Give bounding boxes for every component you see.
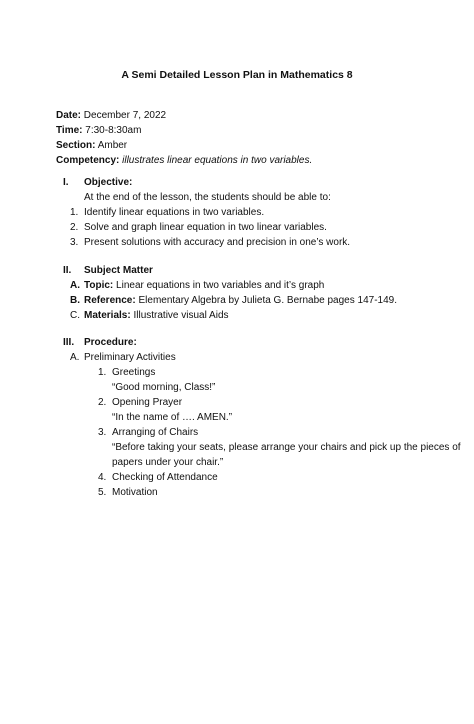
subject-item-label: Reference:	[84, 295, 136, 306]
subject-item-text: Linear equations in two variables and it’s graph	[116, 280, 325, 291]
procedure-numeral: III.	[63, 337, 75, 348]
subject-matter-numeral: II.	[63, 265, 72, 276]
procedure-item-text: Motivation	[112, 487, 158, 498]
section-value: Amber	[97, 140, 128, 151]
date-value: December 7, 2022	[83, 110, 167, 121]
procedure-item-detail: “Before taking your seats, please arrange your chairs and pick up the pieces of	[112, 442, 461, 453]
procedure-sub-letter: A.	[70, 352, 80, 363]
time-value: 7:30-8:30am	[85, 125, 142, 136]
subject-item-reference	[84, 295, 397, 306]
time-label: Time:	[56, 125, 83, 136]
procedure-item-detail: papers under your chair.”	[112, 457, 224, 468]
objective-item-text: Present solutions with accuracy and precision in one’s work.	[84, 237, 351, 248]
procedure-item-text: Arranging of Chairs	[112, 427, 199, 438]
section-label: Section:	[56, 140, 96, 151]
procedure-item-number: 1.	[98, 367, 107, 378]
objective-item-number: 1.	[70, 207, 79, 218]
subject-item-text: Elementary Algebra by Julieta G. Bernabe pages 147-149.	[138, 295, 397, 306]
subject-item-materials	[84, 310, 229, 321]
procedure-heading: Procedure:	[84, 337, 137, 348]
objective-item-number: 2.	[70, 222, 79, 233]
subject-item-topic	[84, 280, 324, 291]
objective-heading: Objective:	[84, 177, 133, 188]
subject-item-label: Topic:	[84, 280, 114, 291]
procedure-item-detail: “Good morning, Class!”	[112, 382, 216, 393]
date-label: Date:	[56, 110, 82, 121]
procedure-item-detail: “In the name of …. AMEN.”	[112, 412, 233, 423]
subject-item-letter: C.	[70, 310, 80, 321]
objective-numeral: I.	[63, 177, 69, 188]
procedure-item-number: 3.	[98, 427, 107, 438]
procedure-item-number: 4.	[98, 472, 107, 483]
procedure-item-text: Checking of Attendance	[112, 472, 218, 483]
procedure-item-number: 2.	[98, 397, 107, 408]
objective-intro: At the end of the lesson, the students should be able to:	[84, 192, 331, 203]
procedure-sub-heading: Preliminary Activities	[84, 352, 176, 363]
section-row	[56, 140, 127, 151]
procedure-item-text: Opening Prayer	[112, 397, 183, 408]
competency-label: Competency:	[56, 155, 120, 166]
subject-item-letter: A.	[70, 280, 80, 291]
competency-value: illustrates linear equations in two variables.	[122, 155, 313, 166]
procedure-item-text: Greetings	[112, 367, 156, 378]
competency-row	[56, 155, 312, 166]
subject-item-text: Illustrative visual Aids	[133, 310, 229, 321]
document-title: A Semi Detailed Lesson Plan in Mathematics 8	[121, 69, 353, 81]
subject-item-label: Materials:	[84, 310, 131, 321]
objective-item-text: Solve and graph linear equation in two linear variables.	[84, 222, 327, 233]
time-row	[56, 125, 141, 136]
objective-item-text: Identify linear equations in two variables.	[84, 207, 265, 218]
date-row	[56, 110, 166, 121]
subject-matter-heading: Subject Matter	[84, 265, 153, 276]
objective-item-number: 3.	[70, 237, 79, 248]
procedure-item-number: 5.	[98, 487, 107, 498]
subject-item-letter: B.	[70, 295, 80, 306]
